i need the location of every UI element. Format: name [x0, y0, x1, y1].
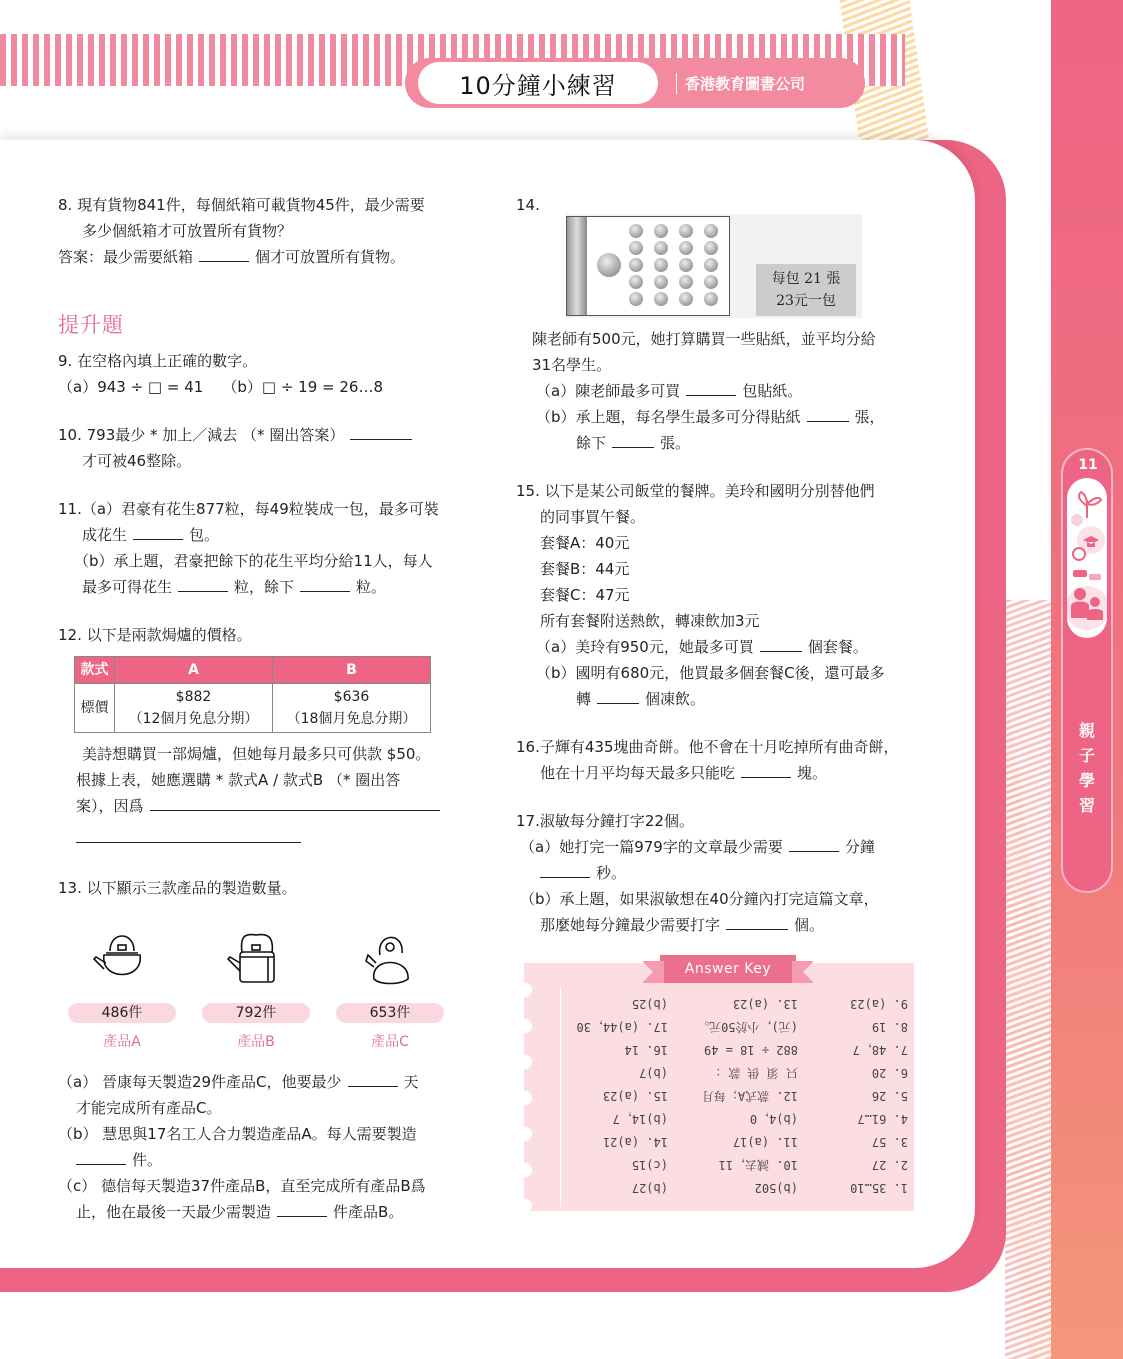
- smiley-icon: [679, 224, 693, 238]
- smiley-icon: [654, 224, 668, 238]
- smiley-icon: [704, 224, 718, 238]
- answer-key-body: [566, 991, 908, 1199]
- globe-icon: [1071, 514, 1083, 526]
- question-10: 10. 793最少 * 加上／減去 （* 圈出答案） 才可被46整除。: [58, 422, 458, 474]
- answer-blank[interactable]: [350, 424, 412, 440]
- reason-blank[interactable]: [150, 795, 440, 811]
- answer-blank[interactable]: [133, 524, 183, 540]
- answer-blank[interactable]: [178, 576, 228, 592]
- answer-column-3: (b)27 (c)15 14. (a)21 (b)14，7 15. (a)23 (b)7 16. 14 17. (a)44，30 (b)25: [576, 997, 668, 1195]
- question-9: 9. 在空格內填上正確的數字。 （a）943 ÷ □ = 41 （b）□ ÷ 19 = 26…8: [58, 352, 383, 396]
- kettle-icon: [226, 927, 286, 989]
- price-tag: 每包 21 張 23元一包: [756, 264, 856, 316]
- parent-icon: [1074, 588, 1086, 600]
- product-list: [68, 927, 444, 1055]
- smiley-icon: [654, 275, 668, 289]
- answer-column-2: (b)502 10. 減去，11 11. (a)17 (b)4，0 12. 款式A；每月 只 須 供 款 ： 882 ÷ 18 = 49 (元)，小於50元。 13. (a)23: [697, 997, 798, 1195]
- smiley-icon: [597, 253, 621, 277]
- smiley-icon: [629, 275, 643, 289]
- right-column: [516, 192, 916, 954]
- smiley-icon: [654, 241, 668, 255]
- page-number: 11: [1073, 450, 1103, 480]
- answer-blank[interactable]: [76, 1149, 126, 1165]
- answer-column-1: 1. 35…10 2. 27 3. 57 4. 61…7 5. 26 6. 20 7. 48，7 8. 19 9. (a)23: [850, 997, 908, 1195]
- answer-blank[interactable]: [277, 1201, 327, 1217]
- question-13: 13. 以下顯示三款產品的製造數量。 486件 產品A 792件 產品B 653件 產品C （a） 晉康每天製造29件產品C，他要最少 天 才能完成所有產品C。 （b） 慧思與17名工人合力製造產品A。每人需要製造 件。 （c） 德信每天製造37件產品B，直至完成所有產品B爲 止，他在最後一天最少需製造 件產品B。: [58, 875, 458, 1225]
- question-14: 14. 每包 21 張 23元一包 陳老師有500元，她打算購買一些貼紙，並平均分給 31名學生。 （a）陳老師最多可買 包貼紙。 （b）承上題，每名學生最多可分得貼紙 張， 餘下 張。: [516, 196, 885, 452]
- smiley-icon: [629, 292, 643, 306]
- answer-blank[interactable]: [807, 406, 849, 422]
- smiley-icon: [629, 224, 643, 238]
- answer-blank[interactable]: [348, 1071, 398, 1087]
- publisher-name: 香港教育圖書公司: [676, 73, 805, 94]
- child-icon: [1090, 597, 1100, 607]
- answer-key-panel: [524, 963, 914, 1211]
- answer-blank[interactable]: [726, 914, 788, 930]
- answer-blank[interactable]: [612, 432, 654, 448]
- smiley-icon: [629, 241, 643, 255]
- smiley-icon: [679, 241, 693, 255]
- answer-blank[interactable]: [597, 688, 639, 704]
- question-15: 15. 以下是某公司飯堂的餐牌。美玲和國明分別替他們 的同事買午餐。 套餐A：40元 套餐B：44元 套餐C：47元 所有套餐附送熱飲，轉凍飲加3元 （a）美玲有950元，她最多可買 個套餐。 （b）國明有680元，他買最多個套餐C後，還可最多 轉 個凍飲。: [516, 482, 885, 708]
- question-17: 17.淑敏每分鐘打字22個。 （a）她打完一篇979字的文章最少需要 分鐘 秒。 （b）承上題，如果淑敏想在40分鐘內打完這篇文章， 那麼她每分鐘最少需要打字 個。: [516, 812, 879, 934]
- product-a: 486件 產品A: [68, 927, 176, 1055]
- smiley-icon: [704, 241, 718, 255]
- question-11: 11.（a）君豪有花生877粒，每49粒裝成一包，最多可裝 成花生 包。 （b）承上題，君豪把餘下的花生平均分給11人，每人 最多可得花生 粒，餘下 粒。: [58, 500, 439, 596]
- left-column: [58, 192, 458, 1241]
- answer-key-title: Answer Key: [660, 955, 796, 983]
- question-12: 12. 以下是兩款焗爐的價格。 款式 A B 標價 $882 （12個月免息分期） $636 （18個月免息分期） 美詩想購買一部焗爐，但她每月最多只可供款 $50。 根據上表，她應選購 * 款式A / 款式B （* 圈出答 案），因爲: [58, 622, 458, 851]
- smiley-icon: [654, 258, 668, 272]
- header-title-box: [418, 62, 658, 104]
- kettle-icon: [92, 927, 152, 989]
- reason-blank-2[interactable]: [76, 827, 301, 843]
- answer-blank[interactable]: [686, 380, 736, 396]
- answer-blank[interactable]: [300, 576, 350, 592]
- oven-price-table: 款式 A B 標價 $882 （12個月免息分期） $636 （18個月免息分期）: [74, 656, 431, 733]
- chapter-label: 親 子 學 習: [1078, 721, 1095, 815]
- chat-bubble-icon: [1073, 570, 1087, 577]
- kettle-icon: [360, 927, 420, 989]
- product-c: 653件 產品C: [336, 927, 444, 1055]
- smiley-icon: [679, 292, 693, 306]
- answer-blank[interactable]: [199, 246, 249, 262]
- smiley-icon: [679, 275, 693, 289]
- page-title: 10分鐘小練習: [459, 71, 617, 100]
- smiley-icon: [704, 292, 718, 306]
- answer-blank[interactable]: [741, 762, 791, 778]
- side-chapter-tab: [1061, 448, 1113, 893]
- answer-blank[interactable]: [760, 636, 802, 652]
- gear-icon: [1073, 548, 1085, 560]
- answer-blank[interactable]: [540, 862, 590, 878]
- smiley-icon: [679, 258, 693, 272]
- learning-illustration: [1067, 478, 1107, 638]
- sticker-pack-image: [566, 214, 862, 318]
- smiley-icon: [704, 258, 718, 272]
- smiley-icon: [704, 275, 718, 289]
- question-16: 16.子輝有435塊曲奇餅。他不會在十月吃掉所有曲奇餅， 他在十月平均每天最多只能吃 塊。: [516, 738, 899, 782]
- answer-blank[interactable]: [789, 836, 839, 852]
- question-8: 8. 現有貨物841件，每個紙箱可載貨物45件，最少需要 多少個紙箱才可放置所有貨物？ 答案：最少需要紙箱 個才可放置所有貨物。: [58, 196, 425, 266]
- sprout-icon: [1079, 492, 1101, 518]
- product-b: 792件 產品B: [202, 927, 310, 1055]
- section-title: 提升題: [58, 313, 124, 337]
- smiley-icon: [629, 258, 643, 272]
- smiley-icon: [654, 292, 668, 306]
